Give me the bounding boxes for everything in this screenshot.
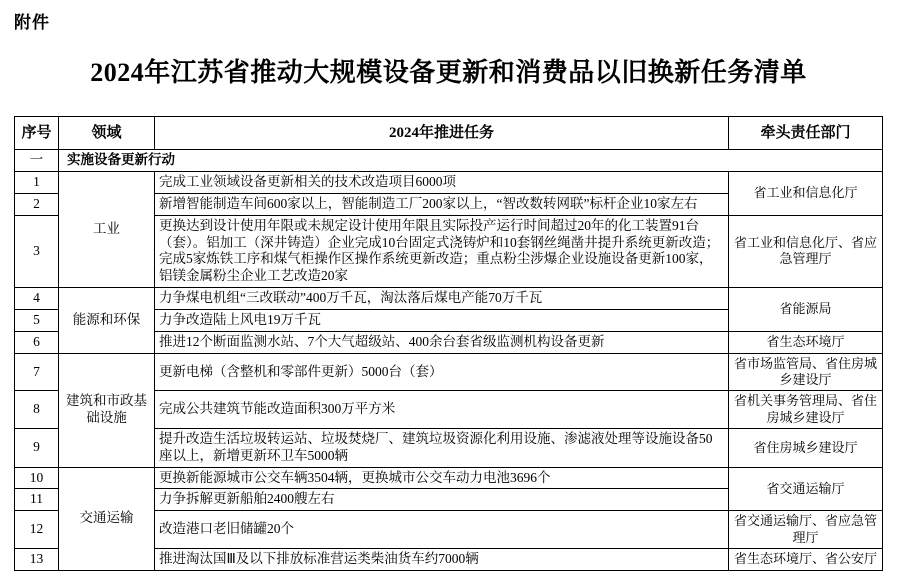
table-body	[15, 150, 883, 571]
table-header-row	[15, 117, 883, 150]
column-header-task: 2024年推进任务	[155, 117, 729, 150]
table-row	[15, 353, 883, 391]
row-task: 力争煤电机组“三改联动”400万千瓦，淘汰落后煤电产能70万千瓦	[155, 288, 729, 310]
column-header-no: 序号	[15, 117, 59, 150]
column-header-dept: 牵头责任部门	[729, 117, 883, 150]
section-title: 实施设备更新行动	[59, 150, 883, 172]
row-no: 9	[15, 428, 59, 467]
row-no: 8	[15, 391, 59, 429]
row-dept: 省工业和信息化厅、省应急管理厅	[729, 215, 883, 288]
row-dept: 省生态环境厅、省公安厅	[729, 548, 883, 570]
section-marker: 一	[15, 150, 59, 172]
row-task: 推进淘汰国Ⅲ及以下排放标准营运类柴油货车约7000辆	[155, 548, 729, 570]
row-field: 工业	[59, 171, 155, 287]
row-no: 5	[15, 310, 59, 332]
column-header-field: 领域	[59, 117, 155, 150]
task-list-table	[14, 116, 883, 571]
row-dept: 省生态环境厅	[729, 331, 883, 353]
row-no: 4	[15, 288, 59, 310]
row-no: 3	[15, 215, 59, 288]
row-no: 10	[15, 467, 59, 489]
row-task: 改造港口老旧储罐20个	[155, 511, 729, 549]
row-task: 新增智能制造车间600家以上，智能制造工厂200家以上，“智改数转网联”标杆企业10家左右	[155, 193, 729, 215]
row-dept: 省工业和信息化厅	[729, 171, 883, 215]
row-dept: 省交通运输厅	[729, 467, 883, 511]
row-task: 完成公共建筑节能改造面积300万平方米	[155, 391, 729, 429]
row-no: 13	[15, 548, 59, 570]
row-dept: 省市场监管局、省住房城乡建设厅	[729, 353, 883, 391]
row-no: 7	[15, 353, 59, 391]
table-section-row	[15, 150, 883, 172]
attachment-label: 附件	[14, 13, 50, 32]
row-task: 推进12个断面监测水站、7个大气超级站、400余台套省级监测机构设备更新	[155, 331, 729, 353]
row-no: 6	[15, 331, 59, 353]
row-field: 建筑和市政基础设施	[59, 353, 155, 467]
table-header	[15, 117, 883, 150]
row-no: 12	[15, 511, 59, 549]
row-task: 完成工业领域设备更新相关的技术改造项目6000项	[155, 171, 729, 193]
page-title: 2024年江苏省推动大规模设备更新和消费品以旧换新任务清单	[90, 58, 807, 87]
row-dept: 省能源局	[729, 288, 883, 332]
row-no: 11	[15, 489, 59, 511]
row-dept: 省住房城乡建设厅	[729, 428, 883, 467]
row-task: 提升改造生活垃圾转运站、垃圾焚烧厂、建筑垃圾资源化利用设施、渗滤液处理等设施设备50座以上，新增更新环卫车5000辆	[155, 428, 729, 467]
row-task: 更新电梯（含整机和零部件更新）5000台（套）	[155, 353, 729, 391]
row-no: 2	[15, 193, 59, 215]
row-dept: 省交通运输厅、省应急管理厅	[729, 511, 883, 549]
row-task: 力争改造陆上风电19万千瓦	[155, 310, 729, 332]
row-task: 更换新能源城市公交车辆3504辆，更换城市公交车动力电池3696个	[155, 467, 729, 489]
row-task: 力争拆解更新船舶2400艘左右	[155, 489, 729, 511]
row-task: 更换达到设计使用年限或未规定设计使用年限且实际投产运行时间超过20年的化工装置91台（套）。铝加工（深井铸造）企业完成10台固定式浇铸炉和10套钢丝绳凿井提升系统更新改造；完成5家炼铁工序和煤气柜操作区操作系统更新改造；重点粉尘涉爆企业设施设备更新100家，铝镁金属粉尘企业工艺改造20家	[155, 215, 729, 288]
table-row	[15, 171, 883, 193]
row-dept: 省机关事务管理局、省住房城乡建设厅	[729, 391, 883, 429]
row-field: 能源和环保	[59, 288, 155, 354]
table-row	[15, 288, 883, 310]
row-field: 交通运输	[59, 467, 155, 570]
table-row	[15, 467, 883, 489]
row-no: 1	[15, 171, 59, 193]
